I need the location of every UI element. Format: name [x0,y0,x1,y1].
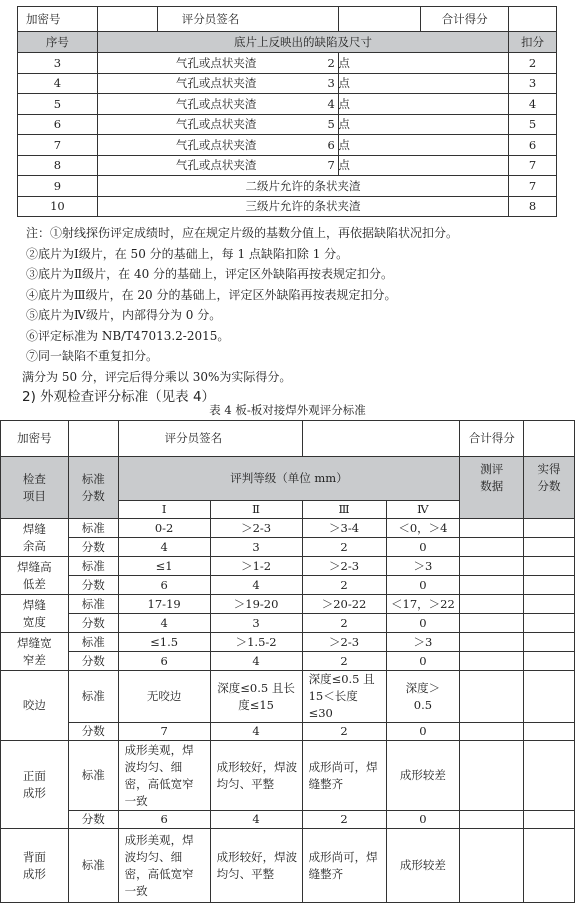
table-row [1,829,575,903]
score-label: 分数 [68,652,118,671]
note-line: ④底片为Ⅲ级片，在 20 分的基础上，评定区外缺陷再按表规定扣分。 [26,287,397,302]
actual-cell[interactable] [524,519,575,538]
std-cell: ＞3-4 [302,519,386,538]
item-name: 咬边 [1,671,69,741]
row-no: 5 [18,94,98,115]
table-row [1,557,575,576]
row-defect: 气孔或点状夹渣 [97,114,339,135]
row-points: 7 点 [339,155,509,176]
row-deduct: 3 [509,73,557,94]
code-value-cell[interactable] [97,7,157,32]
table-row [1,614,575,633]
grade-2: Ⅱ [210,501,302,519]
code-label: 加密号 [18,7,98,32]
row-points: 5 点 [339,114,509,135]
std-cell: 成形较差 [386,741,460,811]
row-deduct: 5 [509,114,557,135]
score-cell: 3 [210,614,302,633]
grade-3: Ⅲ [302,501,386,519]
actual-cell[interactable] [524,576,575,595]
score-cell: 2 [302,614,386,633]
grade-4: Ⅳ [386,501,460,519]
item-name: 焊缝宽度 [1,595,69,633]
row-points: 6 点 [339,135,509,156]
std-cell: ＞3 [386,557,460,576]
actual-cell[interactable] [524,633,575,652]
section-heading: 2) 外观检查评分标准（见表 4） [22,389,216,405]
std-cell: 深度＞0.5 [386,671,460,723]
table2-header-row [1,421,575,457]
std-cell: 17-19 [118,595,210,614]
measured-cell[interactable] [460,576,524,595]
table-row [18,196,557,217]
total-label: 合计得分 [421,7,509,32]
note-line: ⑤底片为Ⅳ级片，内部得分为 0 分。 [26,308,222,322]
score-cell: 0 [386,614,460,633]
score-cell: 0 [386,723,460,741]
table-row [1,633,575,652]
std-cell: 0-2 [118,519,210,538]
row-no: 4 [18,73,98,94]
row-no: 8 [18,155,98,176]
col-defect: 底片上反映出的缺陷及尺寸 [97,32,508,53]
table-caption: 表 4 板-板对接焊外观评分标准 [209,403,366,417]
score-cell: 3 [210,538,302,557]
scorer-label: 评分员签名 [157,7,339,32]
actual-cell[interactable] [524,723,575,741]
std-cell: ＞2-3 [210,519,302,538]
row-deduct: 6 [509,135,557,156]
score-cell: 2 [302,723,386,741]
std-cell: ＜17，＞22 [386,595,460,614]
score-cell: 2 [302,652,386,671]
row-deduct: 8 [509,196,557,217]
std-cell: 成形较差 [386,829,460,903]
std-cell: 无咬边 [118,671,210,723]
row-no: 3 [18,53,98,74]
row-defect: 二级片允许的条状夹渣 [97,176,508,197]
item-name: 焊缝高低差 [1,557,69,595]
score-cell: 2 [302,576,386,595]
std-label: 标准 [68,741,118,811]
std-cell: ＜0，＞4 [386,519,460,538]
measured-cell[interactable] [460,633,524,652]
score-cell: 6 [118,811,210,829]
row-points: 3 点 [339,73,509,94]
scorer-value-cell[interactable] [302,421,460,457]
score-cell: 0 [386,652,460,671]
table-row [1,671,575,723]
std-label: 标准 [68,671,118,723]
actual-cell[interactable] [524,741,575,811]
table-row [18,176,557,197]
std-label: 标准 [68,829,118,903]
score-cell: 2 [302,538,386,557]
score-cell: 4 [210,652,302,671]
measured-cell[interactable] [460,595,524,614]
appearance-score-table [0,420,575,903]
score-cell: 2 [302,811,386,829]
row-deduct: 4 [509,94,557,115]
row-deduct: 2 [509,53,557,74]
note-line: ③底片为Ⅱ级片，在 40 分的基础上，评定区外缺陷再按表规定扣分。 [26,267,394,281]
score-cell: 7 [118,723,210,741]
std-cell: ＞3 [386,633,460,652]
std-label: 标准 [68,519,118,538]
actual-cell[interactable] [524,811,575,829]
table-row [1,652,575,671]
table-row [1,538,575,557]
score-cell: 4 [210,723,302,741]
total-value-cell[interactable] [509,7,557,32]
note-line: ⑦同一缺陷不重复扣分。 [26,349,159,363]
scorer-label: 评分员签名 [118,421,302,457]
std-cell: ＞2-3 [302,557,386,576]
table1-column-header [18,32,557,53]
note-line: 注：①射线探伤评定成绩时，应在规定片级的基数分值上，再依据缺陷状况扣分。 [26,226,459,240]
row-no: 6 [18,114,98,135]
std-cell: ≤1.5 [118,633,210,652]
table-row [18,155,557,176]
std-cell: ＞2-3 [302,633,386,652]
std-cell: 成形美观，焊波均匀、细密，高低宽窄一致 [118,829,210,903]
note-line: 满分为 50 分，评完后得分乘以 30%为实际得分。 [22,369,292,384]
col-item: 检查项目 [1,457,69,519]
table-row [1,519,575,538]
scorer-value-cell[interactable] [339,7,421,32]
std-cell: ＞1.5-2 [210,633,302,652]
col-deduct: 扣分 [509,32,557,53]
table2-column-header [1,457,575,501]
item-name: 背面成形 [1,829,69,903]
row-defect: 气孔或点状夹渣 [97,135,339,156]
col-grade: 评判等级（单位 mm） [118,457,460,501]
table-row [18,73,557,94]
score-cell: 4 [118,614,210,633]
row-defect: 气孔或点状夹渣 [97,155,339,176]
score-cell: 6 [118,652,210,671]
score-label: 分数 [68,538,118,557]
actual-cell[interactable] [524,557,575,576]
radiograph-score-table [17,6,557,217]
item-name: 正面成形 [1,741,69,829]
measured-cell[interactable] [460,652,524,671]
std-label: 标准 [68,557,118,576]
score-label: 分数 [68,723,118,741]
std-cell: ≤1 [118,557,210,576]
score-label: 分数 [68,811,118,829]
table-row [1,595,575,614]
row-no: 10 [18,196,98,217]
table-row [18,114,557,135]
score-cell: 0 [386,811,460,829]
std-label: 标准 [68,633,118,652]
col-actual: 实得分数 [524,457,575,519]
std-cell: 深度≤0.5 且长度≤15 [210,671,302,723]
score-label: 分数 [68,576,118,595]
row-defect: 气孔或点状夹渣 [97,94,339,115]
measured-cell[interactable] [460,741,524,811]
row-defect: 气孔或点状夹渣 [97,53,339,74]
score-cell: 4 [118,538,210,557]
score-cell: 0 [386,538,460,557]
note-line: ②底片为Ⅰ级片，在 50 分的基础上，每 1 点缺陷扣除 1 分。 [26,246,349,261]
total-label: 合计得分 [460,421,524,457]
measured-cell[interactable] [460,557,524,576]
row-no: 7 [18,135,98,156]
score-cell: 6 [118,576,210,595]
score-cell: 0 [386,576,460,595]
measured-cell[interactable] [460,519,524,538]
total-value-cell[interactable] [524,421,575,457]
std-cell: 成形较好，焊波均匀、平整 [210,741,302,811]
score-label: 分数 [68,614,118,633]
row-points: 4 点 [339,94,509,115]
std-cell: ＞20-22 [302,595,386,614]
code-label: 加密号 [1,421,69,457]
table-row [1,576,575,595]
measured-cell[interactable] [460,538,524,557]
std-cell: 成形较好，焊波均匀、平整 [210,829,302,903]
row-no: 9 [18,176,98,197]
std-cell: 成形尚可，焊缝整齐 [302,741,386,811]
table-row [18,94,557,115]
measured-cell[interactable] [460,723,524,741]
table-row [1,811,575,829]
table-row [1,741,575,811]
col-measured: 测评数据 [460,457,524,519]
col-std: 标准分数 [68,457,118,519]
row-defect: 三级片允许的条状夹渣 [97,196,508,217]
std-label: 标准 [68,595,118,614]
note-line: ⑥评定标准为 NB/T47013.2-2015。 [26,328,230,343]
actual-cell[interactable] [524,538,575,557]
std-cell: ＞1-2 [210,557,302,576]
measured-cell[interactable] [460,671,524,723]
item-name: 焊缝余高 [1,519,69,557]
actual-cell[interactable] [524,829,575,903]
row-deduct: 7 [509,155,557,176]
table-row [18,53,557,74]
table-row [18,135,557,156]
col-no: 序号 [18,32,98,53]
std-cell: ＞19-20 [210,595,302,614]
notes-block [22,223,566,408]
table1-header-row [18,7,557,32]
score-cell: 4 [210,576,302,595]
measured-cell[interactable] [460,829,524,903]
measured-cell[interactable] [460,811,524,829]
actual-cell[interactable] [524,614,575,633]
std-cell: 成形美观，焊波均匀、细密，高低宽窄一致 [118,741,210,811]
item-name: 焊缝宽窄差 [1,633,69,671]
table-row [1,723,575,741]
std-cell: 成形尚可，焊缝整齐 [302,829,386,903]
code-value-cell[interactable] [68,421,118,457]
measured-cell[interactable] [460,614,524,633]
actual-cell[interactable] [524,652,575,671]
std-cell: 深度≤0.5 且 15＜长度≤30 [302,671,386,723]
actual-cell[interactable] [524,671,575,723]
row-deduct: 7 [509,176,557,197]
score-cell: 4 [210,811,302,829]
row-defect: 气孔或点状夹渣 [97,73,339,94]
row-points: 2 点 [339,53,509,74]
actual-cell[interactable] [524,595,575,614]
grade-1: Ⅰ [118,501,210,519]
